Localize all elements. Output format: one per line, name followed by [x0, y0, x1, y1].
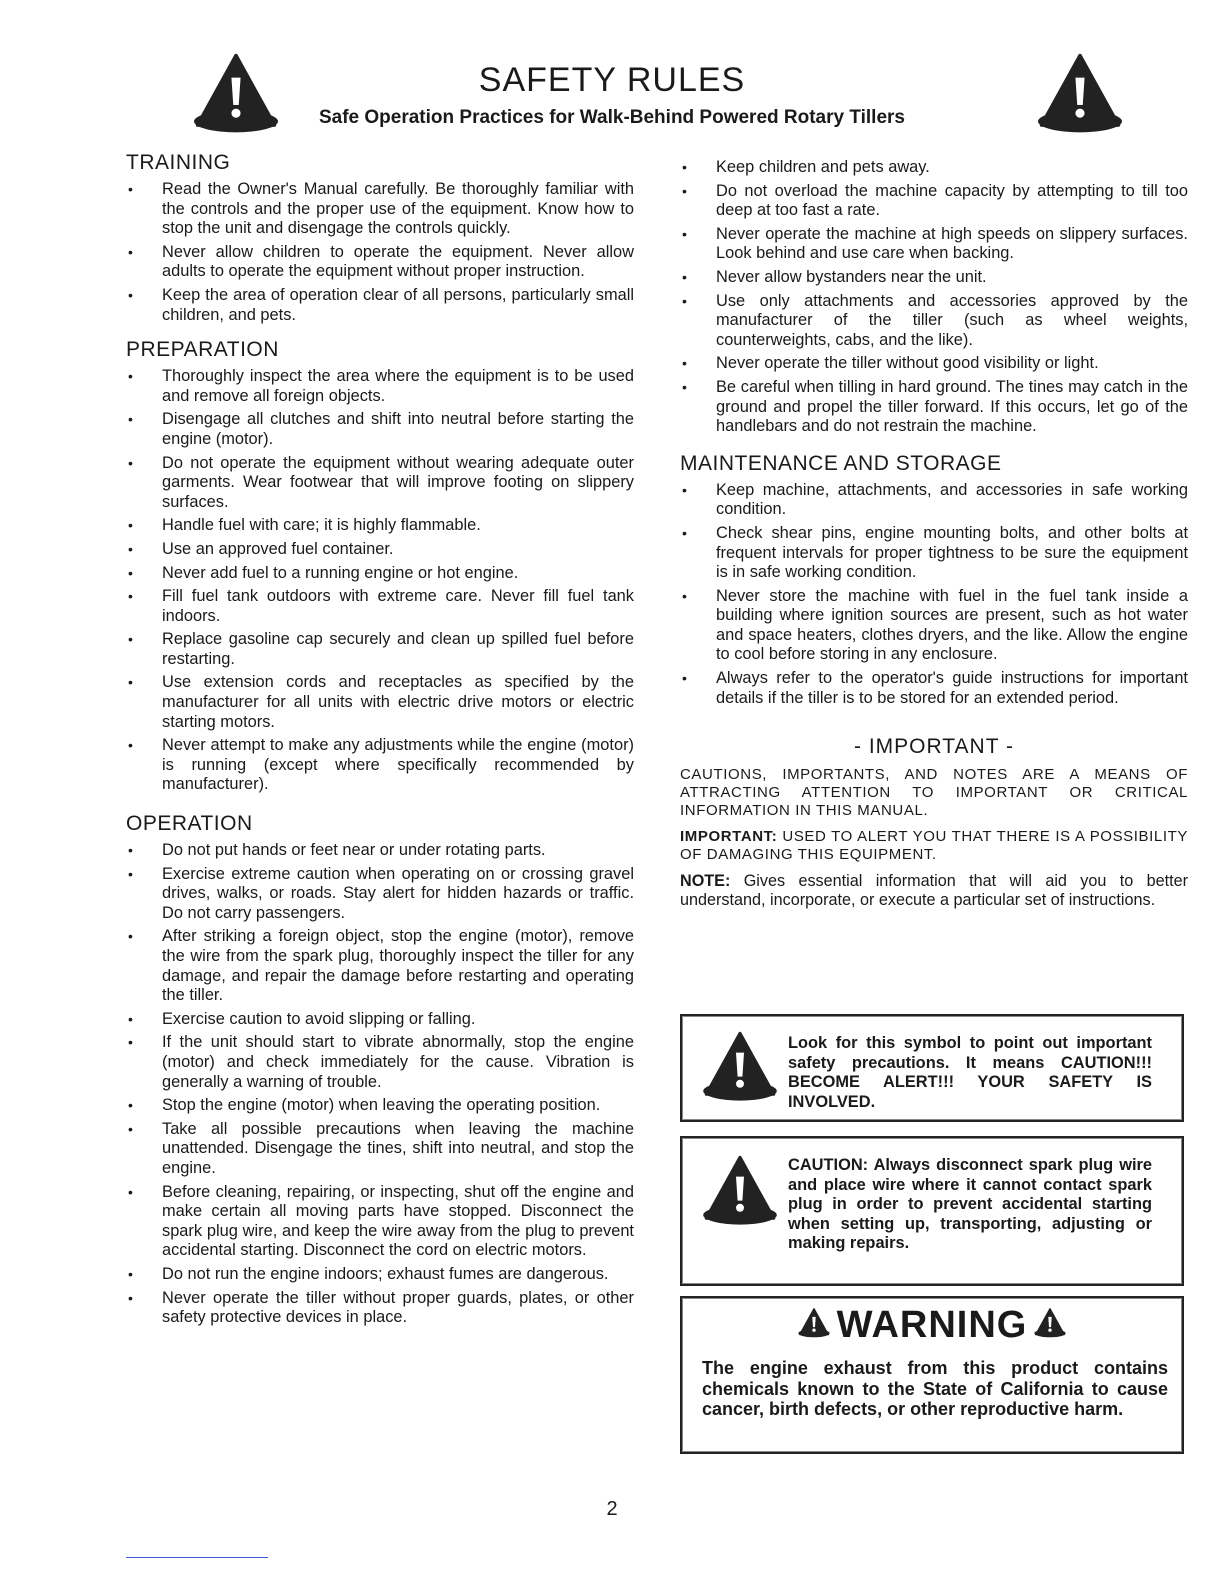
maintenance-list	[680, 481, 1188, 709]
training-heading: TRAINING	[126, 151, 231, 174]
page-title: SAFETY RULES	[478, 61, 746, 99]
footer-divider	[126, 1557, 268, 1558]
maintenance-heading: MAINTENANCE AND STORAGE	[680, 451, 1002, 475]
important-heading: - IMPORTANT -	[854, 735, 1014, 759]
caution-box	[680, 1136, 1184, 1286]
list-item: • Never operate the machine at high speeds on slippery surfaces. Look behind and use care when backing.	[680, 225, 1188, 264]
safety-alert-icon	[797, 1307, 831, 1339]
preparation-heading: PREPARATION	[126, 338, 279, 362]
list-item: • Always refer to the operator's guide instructions for important details if the tiller is to be stored for an extended period.	[680, 669, 1188, 708]
list-item: • Thoroughly inspect the area where the equipment is to be used and remove all foreign objects.	[126, 367, 634, 406]
list-item: • Never operate the tiller without proper guards, plates, or other safety protective devices in place.	[126, 1289, 634, 1328]
list-item: • Exercise caution to avoid slipping or falling.	[126, 1010, 634, 1030]
training-list	[126, 180, 634, 325]
list-item: • Handle fuel with care; it is highly flammable.	[126, 516, 634, 536]
list-item: • Read the Owner's Manual carefully. Be thoroughly familiar with the controls and the proper use of the equipment. Know how to stop the unit and disengage the controls quickly.	[126, 180, 634, 239]
list-item: • Do not overload the machine capacity by attempting to till too deep at too fast a rate.	[680, 182, 1188, 221]
note-definition	[680, 872, 1188, 910]
list-item: • Fill fuel tank outdoors with extreme care. Never fill fuel tank indoors.	[126, 587, 634, 626]
important-caps-note: CAUTIONS, IMPORTANTS, AND NOTES ARE A MEANS OF ATTRACTING ATTENTION TO IMPORTANT OR CRITICAL INFORMATION IN THIS MANUAL.	[680, 766, 1188, 820]
warning-box	[680, 1296, 1184, 1454]
list-item: • Do not put hands or feet near or under rotating parts.	[126, 841, 634, 861]
note-label: NOTE:	[680, 872, 731, 891]
list-item: • Use extension cords and receptacles as specified by the manufacturer for all units with electric drive motors or electric starting motors.	[126, 673, 634, 732]
list-item: • Never operate the tiller without good visibility or light.	[680, 354, 1188, 374]
list-item: • Do not operate the equipment without wearing adequate outer garments. Wear footwear that will improve footing on slippery surfaces.	[126, 454, 634, 513]
warning-heading	[682, 1302, 1182, 1348]
left-column	[126, 150, 634, 1332]
list-item: • Exercise extreme caution when operating on or crossing gravel drives, walks, or roads. Stay alert for hidden hazards or traffic. Do not carry passengers.	[126, 865, 634, 924]
list-item: • Disengage all clutches and shift into neutral before starting the engine (motor).	[126, 410, 634, 449]
operation-list-continued	[680, 158, 1188, 437]
note-text: Gives essential information that will aid you to better understand, incorporate, or execute a particular set of instructions.	[680, 872, 1188, 910]
list-item: • Never store the machine with fuel in the fuel tank inside a building where ignition sources are present, such as hot water and space heaters, clothes dryers, and the like. Allow the engine to cool before storing in any enclosure.	[680, 587, 1188, 665]
symbol-box-text: Look for this symbol to point out important safety precautions. It means CAUTION!!! BECOME ALERT!!! YOUR SAFETY IS INVOLVED.	[788, 1034, 1152, 1111]
list-item: • Before cleaning, repairing, or inspecting, shut off the engine and make certain all moving parts have stopped. Disconnect the spark plug wire, and keep the wire away from the plug to prevent accidental starting. Disconnect the cord on electric motors.	[126, 1183, 634, 1261]
list-item: • Never attempt to make any adjustments while the engine (motor) is running (except where specifically recommended by manufacturer).	[126, 736, 634, 795]
page-subtitle: Safe Operation Practices for Walk-Behind Powered Rotary Tillers	[318, 107, 905, 128]
right-column	[680, 158, 1188, 916]
important-text: USED TO ALERT YOU THAT THERE IS A POSSIBILITY OF DAMAGING THIS EQUIPMENT.	[680, 828, 1188, 864]
caution-box-text: CAUTION: Always disconnect spark plug wire and place wire where it cannot contact spark plug in order to prevent accidental starting when setting up, transporting, adjusting or making repairs.	[788, 1156, 1152, 1252]
list-item: • After striking a foreign object, stop the engine (motor), remove the wire from the spark plug, thoroughly inspect the tiller for any damage, and repair the damage before restarting and operating the tiller.	[126, 927, 634, 1005]
list-item: • Keep children and pets away.	[680, 158, 1188, 178]
list-item: • Never add fuel to a running engine or hot engine.	[126, 564, 634, 584]
list-item: • Stop the engine (motor) when leaving the operating position.	[126, 1096, 634, 1116]
list-item: • Be careful when tilling in hard ground. The tines may catch in the ground and propel the tiller forward. If this occurs, let go of the handlebars and do not restrain the machine.	[680, 378, 1188, 437]
list-item: • Replace gasoline cap securely and clean up spilled fuel before restarting.	[126, 630, 634, 669]
list-item: • Use only attachments and accessories approved by the manufacturer of the tiller (such as wheel weights, counterweights, cabs, and the like).	[680, 292, 1188, 351]
list-item: • Use an approved fuel container.	[126, 540, 634, 560]
list-item: • Keep machine, attachments, and accessories in safe working condition.	[680, 481, 1188, 520]
list-item: • Do not run the engine indoors; exhaust fumes are dangerous.	[126, 1265, 634, 1285]
safety-alert-icon	[1033, 1307, 1067, 1339]
warning-text: The engine exhaust from this product contains chemicals known to the State of California to cause cancer, birth defects, or other reproductive harm.	[702, 1358, 1168, 1419]
warning-heading-text: WARNING	[836, 1304, 1028, 1346]
safety-alert-icon	[1034, 52, 1126, 136]
list-item: • Check shear pins, engine mounting bolts, and other bolts at frequent intervals for proper tightness to be sure the equipment is in safe working condition.	[680, 524, 1188, 583]
list-item: • Take all possible precautions when leaving the machine unattended. Disengage the tines, shift into neutral, and stop the engine.	[126, 1120, 634, 1179]
safety-alert-icon	[700, 1030, 780, 1104]
important-definition	[680, 828, 1188, 864]
operation-heading: OPERATION	[126, 812, 253, 836]
safety-alert-icon	[700, 1154, 780, 1228]
important-label: IMPORTANT:	[680, 828, 778, 846]
list-item: • Never allow bystanders near the unit.	[680, 268, 1188, 288]
preparation-list	[126, 367, 634, 795]
symbol-explanation-box	[680, 1014, 1184, 1122]
page-number: 2	[606, 1498, 618, 1520]
list-item: • If the unit should start to vibrate abnormally, stop the engine (motor) and check immediately for the cause. Vibration is generally a warning of trouble.	[126, 1033, 634, 1092]
list-item: • Keep the area of operation clear of all persons, particularly small children, and pets.	[126, 286, 634, 325]
list-item: • Never allow children to operate the equipment. Never allow adults to operate the equipment without proper instruction.	[126, 243, 634, 282]
operation-list	[126, 841, 634, 1328]
